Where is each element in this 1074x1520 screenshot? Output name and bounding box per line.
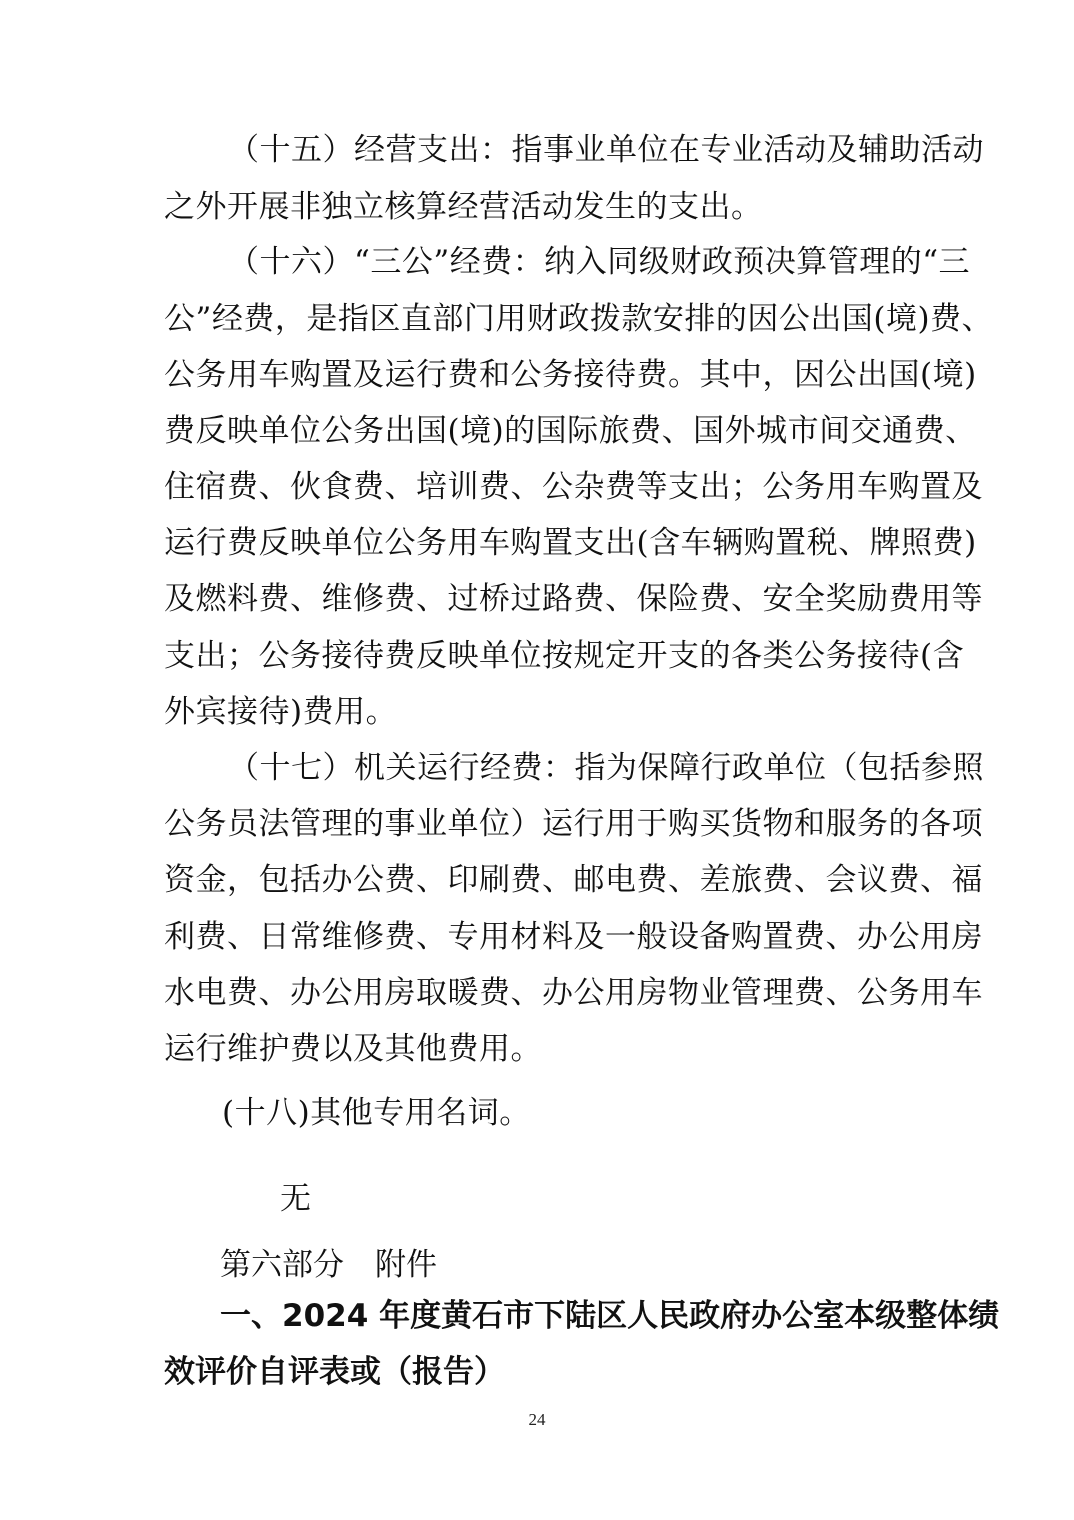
page-number: 24 [528, 1410, 546, 1429]
paragraph-17-line-1: （十七）机关运行经费：指为保障行政单位（包括参照 [228, 750, 984, 786]
attachment-title-line-2: 效评价自评表或（报告） [164, 1354, 505, 1390]
paragraph-15-line-1: （十五）经营支出：指事业单位在专业活动及辅助活动 [228, 132, 984, 168]
paragraph-16-line-3: 公务用车购置及运行费和公务接待费。其中，因公出国(境) [164, 357, 977, 393]
paragraph-16-line-8: 支出；公务接待费反映单位按规定开支的各类公务接待(含 [164, 638, 965, 674]
paragraph-17-line-3: 资金，包括办公费、印刷费、邮电费、差旅费、会议费、福 [164, 862, 983, 898]
section-title: 第六部分 附件 [220, 1247, 437, 1283]
paragraph-16-line-7: 及燃料费、维修费、过桥过路费、保险费、安全奖励费用等 [164, 581, 983, 617]
paragraph-16-line-2: 公”经费，是指区直部门用财政拨款安排的因公出国(境)费、 [164, 301, 994, 337]
none-text: 无 [280, 1181, 312, 1217]
paragraph-15-line-2: 之外开展非独立核算经营活动发生的支出。 [164, 189, 763, 225]
paragraph-16-line-9: 外宾接待)费用。 [164, 694, 398, 730]
paragraph-18-line-1: (十八)其他专用名词。 [222, 1095, 531, 1131]
paragraph-17-line-4: 利费、日常维修费、专用材料及一般设备购置费、办公用房 [164, 919, 983, 955]
paragraph-16-line-5: 住宿费、伙食费、培训费、公杂费等支出；公务用车购置及 [164, 469, 983, 505]
attachment-title-line-1: 一、2024 年度黄石市下陆区人民政府办公室本级整体绩 [220, 1298, 1000, 1334]
paragraph-17-line-5: 水电费、办公用房取暖费、办公用房物业管理费、公务用车 [164, 975, 983, 1011]
paragraph-16-line-6: 运行费反映单位公务用车购置支出(含车辆购置税、牌照费) [164, 525, 977, 561]
paragraph-16-line-4: 费反映单位公务出国(境)的国际旅费、国外城市间交通费、 [164, 413, 977, 449]
paragraph-17-line-6: 运行维护费以及其他费用。 [164, 1031, 542, 1067]
paragraph-17-line-2: 公务员法管理的事业单位）运行用于购买货物和服务的各项 [164, 806, 983, 842]
paragraph-16-line-1: （十六）“三公”经费：纳入同级财政预决算管理的“三 [228, 244, 971, 280]
